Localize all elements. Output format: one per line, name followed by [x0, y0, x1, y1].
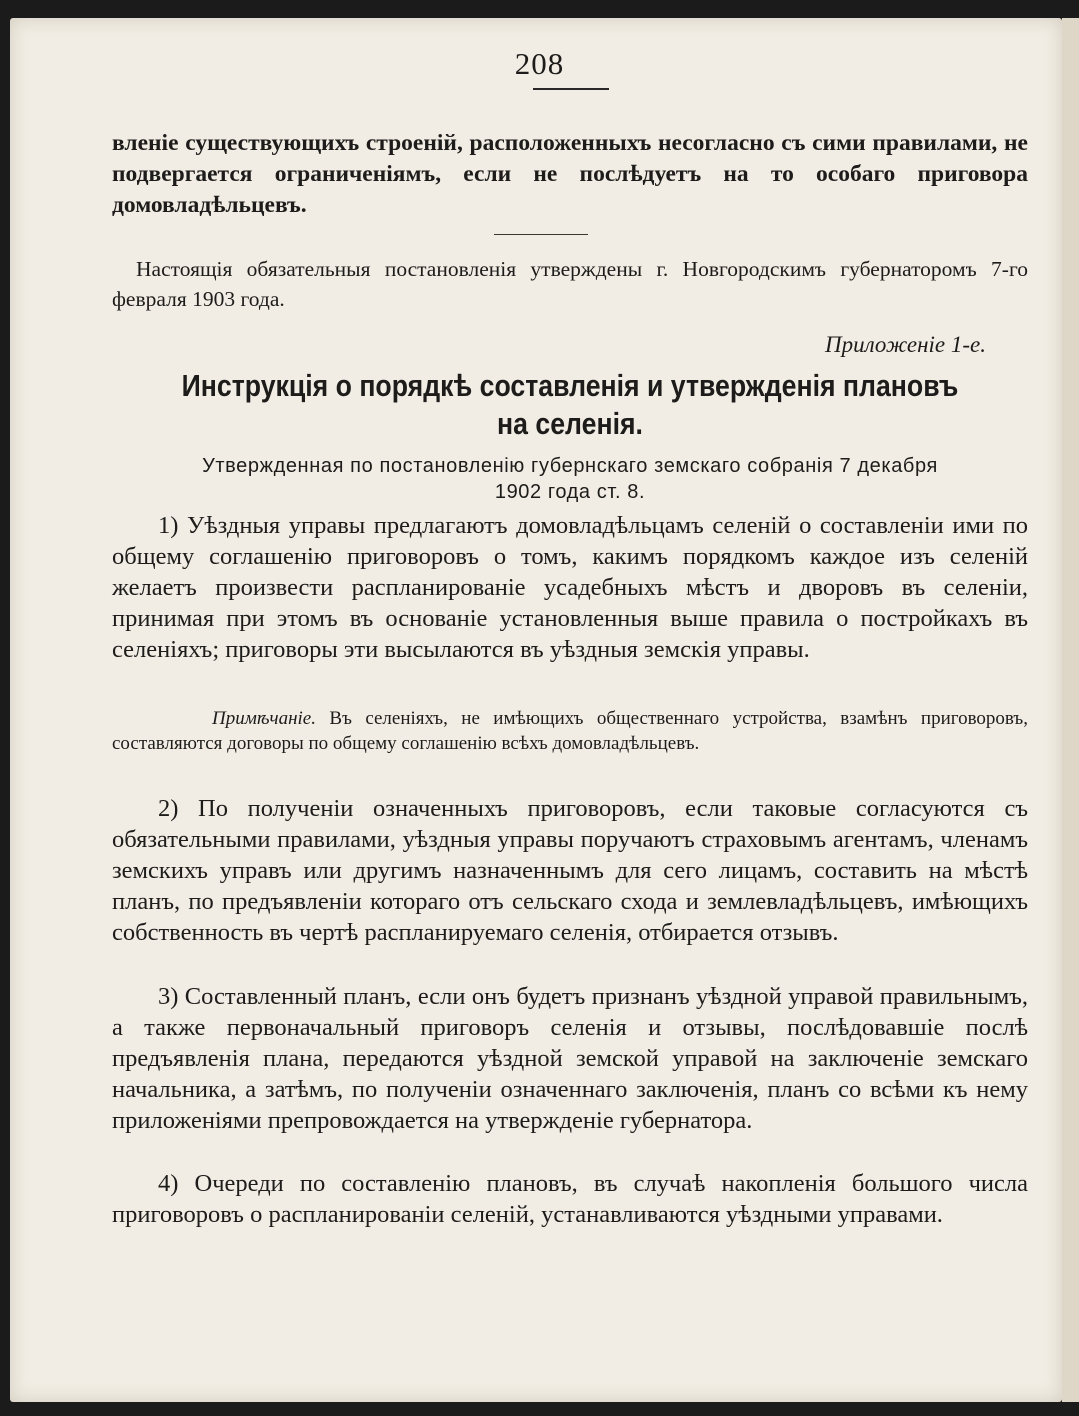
heading-line-1: Инструкція о порядкѣ составленія и утвержденія плановъ [181, 368, 959, 403]
instruction-item-4 [112, 1168, 1028, 1230]
remark-text: Въ селеніяхъ, не имѣющихъ общественнаго устройства, взамѣнъ приговоровъ, составляются договоры по общему соглашенію всѣхъ домовладѣльцевъ. [112, 708, 1028, 754]
instruction-item-1 [112, 510, 1028, 665]
subtitle-line-2: 1902 года ст. 8. [494, 481, 646, 503]
page-number: 208 [514, 46, 565, 81]
section-separator [494, 234, 588, 235]
instruction-item-text: 2) По полученіи означенныхъ приговоровъ, если таковые согласуются съ обязательными правилами, уѣздныя управы поручаютъ страховымъ агентамъ, членамъ земскихъ управъ или другимъ назначеннымъ для сего лицамъ, составить на мѣстѣ планъ, по предъявленіи котораго отъ сельскаго схода и землевладѣльцевъ, имѣющихъ собственность въ чертѣ распланируемаго селенія, отбирается отзывъ. [112, 795, 1028, 946]
instruction-item-text: 4) Очереди по составленію плановъ, въ случаѣ накопленія большого числа приговоровъ о распланированіи селеній, устанавливаются уѣздными управами. [112, 1170, 1028, 1228]
instruction-heading [176, 367, 964, 443]
instruction-item-2 [112, 793, 1028, 948]
heading-line-2: на селенія. [497, 406, 643, 441]
instruction-item-text: 3) Составленный планъ, если онъ будетъ признанъ уѣздной управой правильнымъ, а также первоначальный приговоръ селенія и отзывы, послѣдовавшіе послѣ предъявленія плана, передаются уѣздной земской управой на заключеніе земскаго начальника, а затѣмъ, по полученіи означеннаго заключенія, планъ со всѣми къ нему приложеніями препровождается на утвержденіе губернатора. [112, 983, 1028, 1134]
remark-note [112, 706, 1028, 756]
page-edge [1062, 18, 1079, 1402]
subtitle-line-1: Утвержденная по постановленію губернскаго земскаго собранія 7 декабря [202, 455, 938, 477]
page-number-underline [533, 88, 609, 90]
instruction-item-text: 1) Уѣздныя управы предлагаютъ домовладѣльцамъ селеній о составленіи ими по общему соглашенію приговоровъ о томъ, какимъ порядкомъ каждое изъ селеній желаетъ произвести распланированіе усадебныхъ мѣстъ и дворовъ въ селеніи, принимая при этомъ въ основаніе установленныя выше правила о постройкахъ въ селеніяхъ; приговоры эти высылаются въ уѣздныя земскія управы. [112, 512, 1028, 663]
continued-paragraph [112, 128, 1028, 221]
approval-subtitle [112, 453, 1028, 505]
continued-paragraph-text: вленіе существующихъ строеній, расположенныхъ несогласно съ сими правилами, не подвергается ограниченіямъ, если не послѣдуетъ на то особаго приговора домовладѣльцевъ. [112, 130, 1028, 218]
resolution-note: Настоящія обязательныя постановленія утверждены г. Новгородскимъ губернаторомъ 7-го февраля 1903 года. [112, 257, 1028, 311]
instruction-item-3 [112, 981, 1028, 1136]
remark-label: Примѣчаніе. [212, 708, 316, 729]
appendix-label: Приложеніе 1-е. [824, 332, 986, 357]
